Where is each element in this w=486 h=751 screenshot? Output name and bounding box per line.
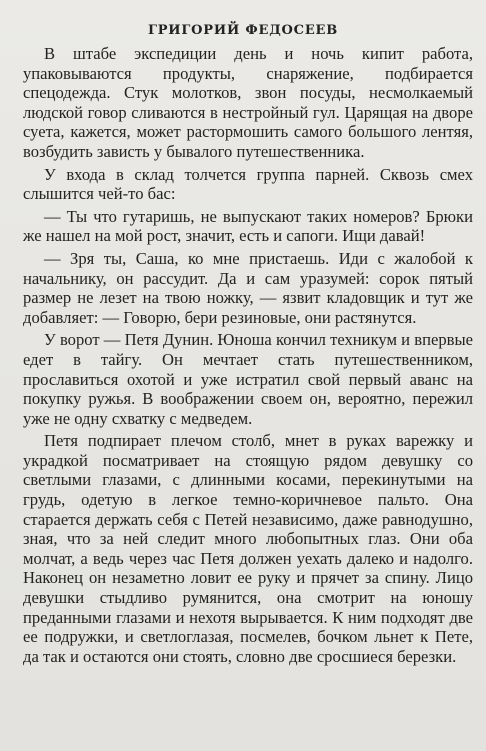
paragraph-6: Петя подпирает плечом столб, мнет в руках варежку и украдкой посматривает на стоящую рядом девушку со светлыми глазами, с длинными косами, перекинутыми на грудь, одетую в легкое темно-коричневое пальто. Она старается держать себя с Петей независимо, даже равнодушно, зная, что за ней следит много любопытных глаз. Они оба молчат, а ведь через час Петя должен уехать далеко и надолго. Наконец он незаметно ловит ее руку и прячет за спину. Лицо девушки стыдливо румянится, она смотрит на юношу преданными глазами и нехотя вырывается. К ним подходят две ее подружки, и светлоглазая, посмелев, бочком льнет к Пете, да так и остаются они стоять, словно две сросшиеся березки.: [23, 431, 473, 666]
paragraph-3: — Ты что гутаришь, не выпускают таких номеров? Брюки же нашел на мой рост, значит, есть и сапоги. Ищи давай!: [23, 206, 473, 246]
running-head: ГРИГОРИЙ ФЕДОСЕЕВ: [147, 23, 339, 38]
paragraph-4: — Зря ты, Саша, ко мне пристаешь. Иди с жалобой к начальнику, он рассудит. Да и сам уразумей: сорок пятый размер не лезет на твою ножку, — язвит кладовщик и тут же добавляет: — Говорю, бери резиновые, они растянутся.: [23, 248, 473, 327]
body-text: [23, 44, 473, 669]
paragraph-1: В штабе экспедиции день и ночь кипит работа, упаковываются продукты, снаряжение, подбирается спецодежда. Стук молотков, звон посуды, несмолкаемый людской говор сливаются в нестройный гул. Царящая на дворе суета, кажется, может растормошить самого большого лентяя, возбудить зависть у бывалого путешественника.: [23, 44, 473, 161]
paragraph-2: У входа в склад толчется группа парней. Сквозь смех слышится чей-то бас:: [23, 164, 473, 204]
paragraph-5: У ворот — Петя Дунин. Юноша кончил техникум и впервые едет в тайгу. Он мечтает стать путешественником, прославиться охотой и уже истратил свой первый аванс на покупку ружья. В воображении своем он, вероятно, пережил уже не одну схватку с медведем.: [23, 330, 473, 428]
